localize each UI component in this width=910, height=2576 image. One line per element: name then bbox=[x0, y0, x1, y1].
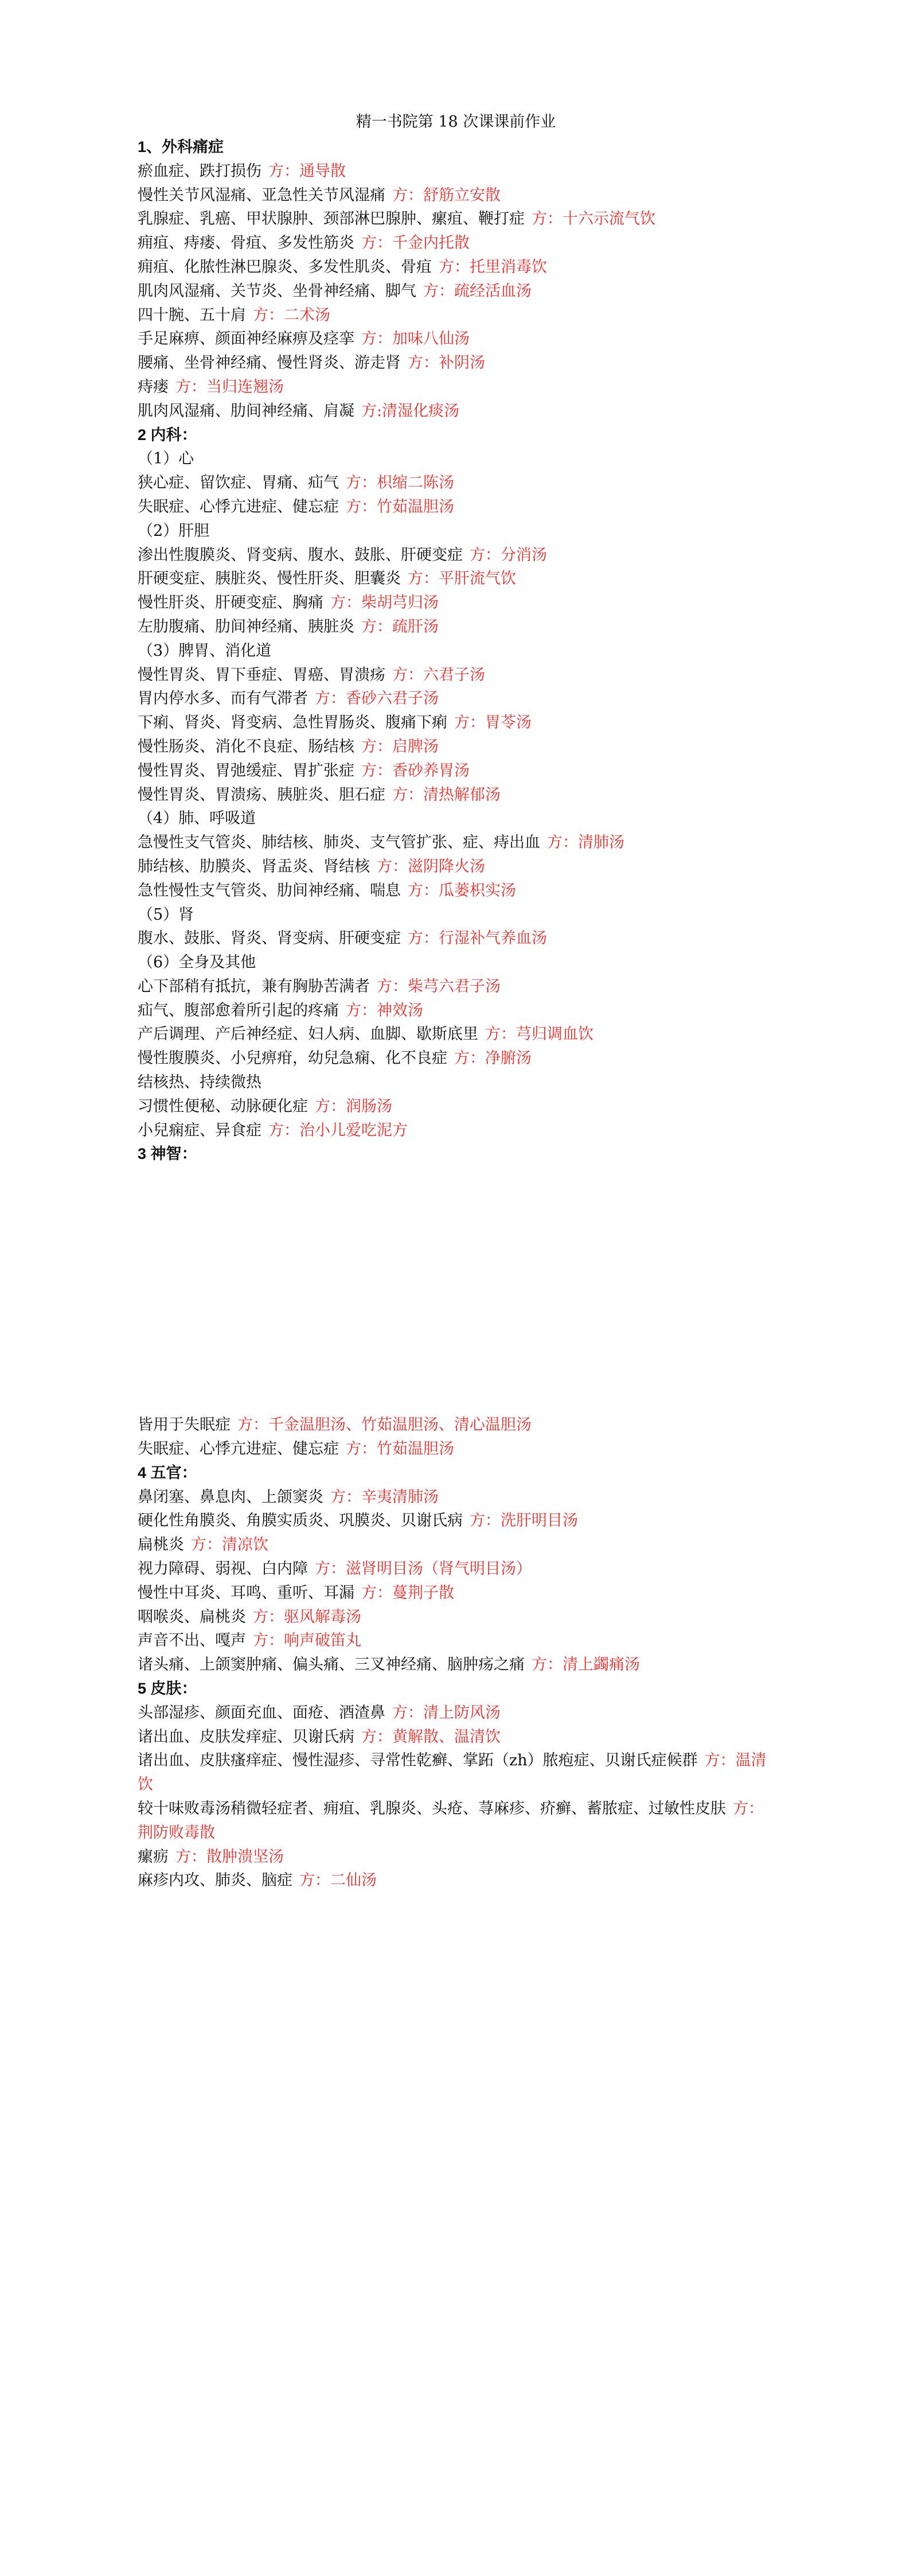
symptom-text: 诸头痛、上颌窦肿痛、偏头痛、三叉神经痛、脑肿疡之痛 bbox=[138, 1656, 525, 1674]
prescription-text: 方：蔓荆子散 bbox=[361, 1583, 454, 1602]
prescription-text: 方：当归连翘汤 bbox=[175, 378, 284, 396]
list-item bbox=[138, 207, 774, 231]
prescription-text: 方：润肠汤 bbox=[315, 1097, 392, 1115]
symptom-text: 四十腕、五十肩 bbox=[138, 306, 246, 324]
subsection-heading-lung: （4）肺、呼吸道 bbox=[138, 810, 256, 828]
section-heading-mind: 3 神智： bbox=[138, 1145, 197, 1163]
prescription-text: 方：散肿溃坚汤 bbox=[175, 1847, 284, 1866]
subsection-heading-heart: （1）心 bbox=[138, 450, 194, 468]
list-item bbox=[138, 759, 774, 783]
prescription-text: 方：竹茹温胆汤 bbox=[346, 497, 454, 516]
symptom-text: 急性慢性支气管炎、肋间神经痛、喘息 bbox=[138, 881, 401, 900]
prescription-text: 方：通导散 bbox=[268, 162, 346, 180]
symptom-text: 视力障碍、弱视、白内障 bbox=[138, 1560, 308, 1578]
symptom-text: 诸出血、皮肤瘙痒症、慢性湿疹、寻常性乾癣、掌跖（zh）脓疱症、贝谢氏症候群 bbox=[138, 1752, 698, 1770]
symptom-text: 慢性胃炎、胃溃疡、胰脏炎、胆石症 bbox=[138, 785, 385, 804]
prescription-text: 方：六君子汤 bbox=[392, 666, 485, 684]
subsection-heading-general: （6）全身及其他 bbox=[138, 954, 256, 972]
list-item bbox=[138, 184, 774, 208]
list-item bbox=[138, 1485, 774, 1509]
symptom-text: 下痢、肾炎、肾变病、急性胃肠炎、腹痛下痢 bbox=[138, 714, 447, 732]
symptom-text: 皆用于失眠症 bbox=[138, 1416, 231, 1434]
prescription-text: 方：十六示流气饮 bbox=[532, 210, 655, 228]
symptom-text: 肌肉风湿痛、肋间神经痛、肩凝 bbox=[138, 402, 354, 420]
prescription-text: 方：柴胡芎归汤 bbox=[330, 594, 439, 612]
prescription-text: 方：竹茹温胆汤 bbox=[346, 1440, 454, 1458]
list-item bbox=[138, 1071, 774, 1095]
symptom-text: 狭心症、留饮症、胃痛、疝气 bbox=[138, 474, 339, 492]
prescription-text: 方：瓜蒌枳实汤 bbox=[408, 881, 516, 900]
list-item bbox=[138, 615, 774, 639]
prescription-text: 方：清肺汤 bbox=[547, 834, 624, 852]
list-item bbox=[138, 159, 774, 184]
symptom-text: 慢性腹膜炎、小兒痹疳，幼兒急痫、化不良症 bbox=[138, 1049, 447, 1068]
symptom-text: 乳腺症、乳癌、甲状腺肿、颈部淋巴腺肿、瘰疽、鞭打症 bbox=[138, 210, 525, 228]
list-item bbox=[138, 375, 774, 399]
prescription-text: 方：千金温胆汤、竹茹温胆汤、清心温胆汤 bbox=[237, 1416, 532, 1434]
subsection-heading-liver: （2）肝胆 bbox=[138, 522, 210, 540]
symptom-text: 扁桃炎 bbox=[138, 1536, 184, 1554]
list-item bbox=[138, 663, 774, 687]
list-item bbox=[138, 231, 774, 255]
symptom-text: 瘰疬 bbox=[138, 1847, 169, 1866]
prescription-text: 方：疏经活血汤 bbox=[423, 282, 532, 300]
subsection-heading-kidney: （5）肾 bbox=[138, 905, 194, 924]
prescription-text: 方：行湿补气养血汤 bbox=[408, 929, 547, 948]
symptom-text: 腹水、鼓胀、肾炎、肾变病、肝硬变症 bbox=[138, 929, 401, 948]
prescription-text: 方：清热解郁汤 bbox=[392, 785, 501, 804]
symptom-text: 瘀血症、跌打损伤 bbox=[138, 162, 261, 180]
symptom-text: 渗出性腹膜炎、肾变病、腹水、鼓胀、肝硬变症 bbox=[138, 546, 463, 564]
list-item bbox=[138, 735, 774, 759]
prescription-text: 方：滋肾明目汤（肾气明目汤） bbox=[315, 1560, 532, 1578]
symptom-text: 肌肉风湿痛、关节炎、坐骨神经痛、脚气 bbox=[138, 282, 416, 300]
symptom-text: 麻疹内攻、肺炎、脑症 bbox=[138, 1871, 292, 1890]
list-item bbox=[138, 327, 774, 351]
prescription-text: 方：治小儿爱吃泥方 bbox=[268, 1121, 408, 1139]
prescription-text: 方：香砂六君子汤 bbox=[315, 690, 439, 708]
prescription-text: 方：香砂养胃汤 bbox=[361, 761, 470, 780]
prescription-text: 方：启脾汤 bbox=[361, 737, 439, 756]
subsection-heading-digestive: （3）脾胃、消化道 bbox=[138, 641, 272, 660]
symptom-text: 慢性关节风湿痛、亚急性关节风湿痛 bbox=[138, 186, 385, 204]
list-item bbox=[138, 1095, 774, 1119]
prescription-text: 方：千金内托散 bbox=[361, 234, 470, 252]
list-item bbox=[138, 495, 774, 519]
symptom-text: 肝硬变症、胰脏炎、慢性肝炎、胆囊炎 bbox=[138, 570, 401, 588]
list-item bbox=[138, 303, 774, 328]
list-item bbox=[138, 1533, 774, 1557]
prescription-text: 方：清上防风汤 bbox=[392, 1703, 501, 1722]
list-item bbox=[138, 831, 774, 855]
list-item bbox=[138, 1749, 774, 1797]
prescription-text: 方：托里消毒饮 bbox=[439, 258, 547, 276]
list-item bbox=[138, 567, 774, 591]
list-item bbox=[138, 255, 774, 279]
symptom-text: 手足麻痹、颜面神经麻痹及痉挛 bbox=[138, 330, 354, 348]
symptom-text: 慢性肠炎、消化不良症、肠结核 bbox=[138, 737, 354, 756]
prescription-text: 方：清上蠲痛汤 bbox=[532, 1656, 640, 1674]
list-item bbox=[138, 1845, 774, 1869]
list-item bbox=[138, 1509, 774, 1533]
symptom-text: 慢性胃炎、胃下垂症、胃癌、胃溃疡 bbox=[138, 666, 385, 684]
list-item bbox=[138, 1046, 774, 1071]
list-item bbox=[138, 711, 774, 735]
document-body bbox=[138, 110, 774, 1893]
section-heading-internal: 2 内科： bbox=[138, 426, 197, 443]
prescription-text: 方：胃苓汤 bbox=[454, 714, 532, 732]
prescription-text: 方：温清饮 bbox=[138, 1752, 767, 1794]
list-item bbox=[138, 927, 774, 951]
symptom-text: 急慢性支气管炎、肺结核、肺炎、支气管扩张、症、痔出血 bbox=[138, 834, 540, 852]
blank-space bbox=[138, 1166, 774, 1413]
list-item bbox=[138, 1725, 774, 1749]
section-heading-senses: 4 五官： bbox=[138, 1464, 197, 1481]
symptom-text: 硬化性角膜炎、角膜实质炎、巩膜炎、贝谢氏病 bbox=[138, 1512, 463, 1530]
prescription-text: 方：神效汤 bbox=[346, 1001, 423, 1019]
list-item bbox=[138, 1629, 774, 1653]
symptom-text: 心下部稍有抵抗，兼有胸胁苦满者 bbox=[138, 977, 370, 995]
prescription-text: 方：加味八仙汤 bbox=[361, 330, 470, 348]
list-item bbox=[138, 471, 774, 495]
prescription-text: 方：二仙汤 bbox=[299, 1871, 377, 1890]
list-item bbox=[138, 351, 774, 375]
list-item bbox=[138, 591, 774, 615]
symptom-text: 鼻闭塞、鼻息肉、上颌窦炎 bbox=[138, 1488, 323, 1506]
symptom-text: 疝气、腹部愈着所引起的疼痛 bbox=[138, 1001, 339, 1019]
prescription-text: 方：疏肝汤 bbox=[361, 617, 439, 636]
prescription-text: 方：洗肝明目汤 bbox=[470, 1512, 578, 1530]
prescription-text: 方：平肝流气饮 bbox=[408, 570, 516, 588]
list-item bbox=[138, 1022, 774, 1046]
prescription-text: 方：枳缩二陈汤 bbox=[346, 474, 454, 492]
prescription-text: 方：二术汤 bbox=[253, 306, 330, 324]
list-item bbox=[138, 1437, 774, 1461]
list-item bbox=[138, 1653, 774, 1677]
symptom-text: 痔瘘 bbox=[138, 378, 169, 396]
symptom-text: 小兒痫症、异食症 bbox=[138, 1121, 261, 1139]
symptom-text: 慢性中耳炎、耳鸣、重听、耳漏 bbox=[138, 1583, 354, 1602]
symptom-text: 失眠症、心悸亢进症、健忘症 bbox=[138, 497, 339, 516]
list-item bbox=[138, 1413, 774, 1437]
list-item bbox=[138, 1869, 774, 1893]
list-item bbox=[138, 279, 774, 303]
list-item bbox=[138, 879, 774, 903]
prescription-text: 方：净腑汤 bbox=[454, 1049, 532, 1068]
list-item bbox=[138, 543, 774, 567]
symptom-text: 产后调理、产后神经症、妇人病、血脚、歇斯底里 bbox=[138, 1025, 478, 1044]
symptom-text: 结核热、持续微热 bbox=[138, 1073, 261, 1092]
symptom-text: 头部湿疹、颜面充血、面疮、酒渣鼻 bbox=[138, 1703, 385, 1722]
list-item bbox=[138, 399, 774, 423]
list-item bbox=[138, 1557, 774, 1581]
list-item bbox=[138, 1797, 774, 1845]
symptom-text: 咽喉炎、扁桃炎 bbox=[138, 1608, 246, 1626]
list-item bbox=[138, 1119, 774, 1143]
prescription-text: 方：清凉饮 bbox=[191, 1536, 268, 1554]
prescription-text: 方:清湿化痰汤 bbox=[361, 402, 460, 420]
symptom-text: 慢性胃炎、胃弛缓症、胃扩张症 bbox=[138, 761, 354, 780]
list-item bbox=[138, 1605, 774, 1629]
list-item bbox=[138, 999, 774, 1023]
section-heading-skin: 5 皮肤： bbox=[138, 1680, 197, 1698]
prescription-text: 方：补阴汤 bbox=[408, 354, 485, 372]
prescription-text: 方：舒筋立安散 bbox=[392, 186, 501, 204]
list-item bbox=[138, 855, 774, 879]
section-heading-surgery: 1、外科痛症 bbox=[138, 138, 224, 155]
symptom-text: 慢性肝炎、肝硬变症、胸痛 bbox=[138, 594, 323, 612]
symptom-text: 痈疽、化脓性淋巴腺炎、多发性肌炎、骨疽 bbox=[138, 258, 432, 276]
symptom-text: 失眠症、心悸亢进症、健忘症 bbox=[138, 1440, 339, 1458]
symptom-text: 习惯性便秘、动脉硬化症 bbox=[138, 1097, 308, 1115]
list-item bbox=[138, 975, 774, 999]
prescription-text: 方：柴芎六君子汤 bbox=[377, 977, 501, 995]
symptom-text: 胃内停水多、而有气滞者 bbox=[138, 690, 308, 708]
symptom-text: 腰痛、坐骨神经痛、慢性肾炎、游走肾 bbox=[138, 354, 401, 372]
prescription-text: 方：芎归调血饮 bbox=[485, 1025, 593, 1044]
symptom-text: 诸出血、皮肤发痒症、贝谢氏病 bbox=[138, 1727, 354, 1746]
symptom-text: 痈疽、痔瘘、骨疽、多发性筋炎 bbox=[138, 234, 354, 252]
list-item bbox=[138, 1701, 774, 1725]
prescription-text: 方：辛夷清肺汤 bbox=[330, 1488, 439, 1506]
list-item bbox=[138, 687, 774, 711]
symptom-text: 声音不出、嘎声 bbox=[138, 1632, 246, 1650]
prescription-text: 方：分消汤 bbox=[470, 546, 547, 564]
document-title: 精一书院第 18 次课课前作业 bbox=[356, 113, 556, 131]
prescription-text: 方：荆防败毒散 bbox=[138, 1800, 764, 1842]
symptom-text: 较十味败毒汤稍微轻症者、痈疽、乳腺炎、头疮、荨麻疹、疥癣、蓄脓症、过敏性皮肤 bbox=[138, 1800, 726, 1818]
symptom-text: 左肋腹痛、肋间神经痛、胰脏炎 bbox=[138, 617, 354, 636]
symptom-text: 肺结核、肋膜炎、肾盂炎、肾结核 bbox=[138, 857, 370, 875]
list-item bbox=[138, 783, 774, 807]
prescription-text: 方：滋阴降火汤 bbox=[377, 857, 485, 875]
list-item bbox=[138, 1581, 774, 1605]
prescription-text: 方：驱风解毒汤 bbox=[253, 1608, 361, 1626]
prescription-text: 方：响声破笛丸 bbox=[253, 1632, 361, 1650]
prescription-text: 方：黄解散、温清饮 bbox=[361, 1727, 501, 1746]
